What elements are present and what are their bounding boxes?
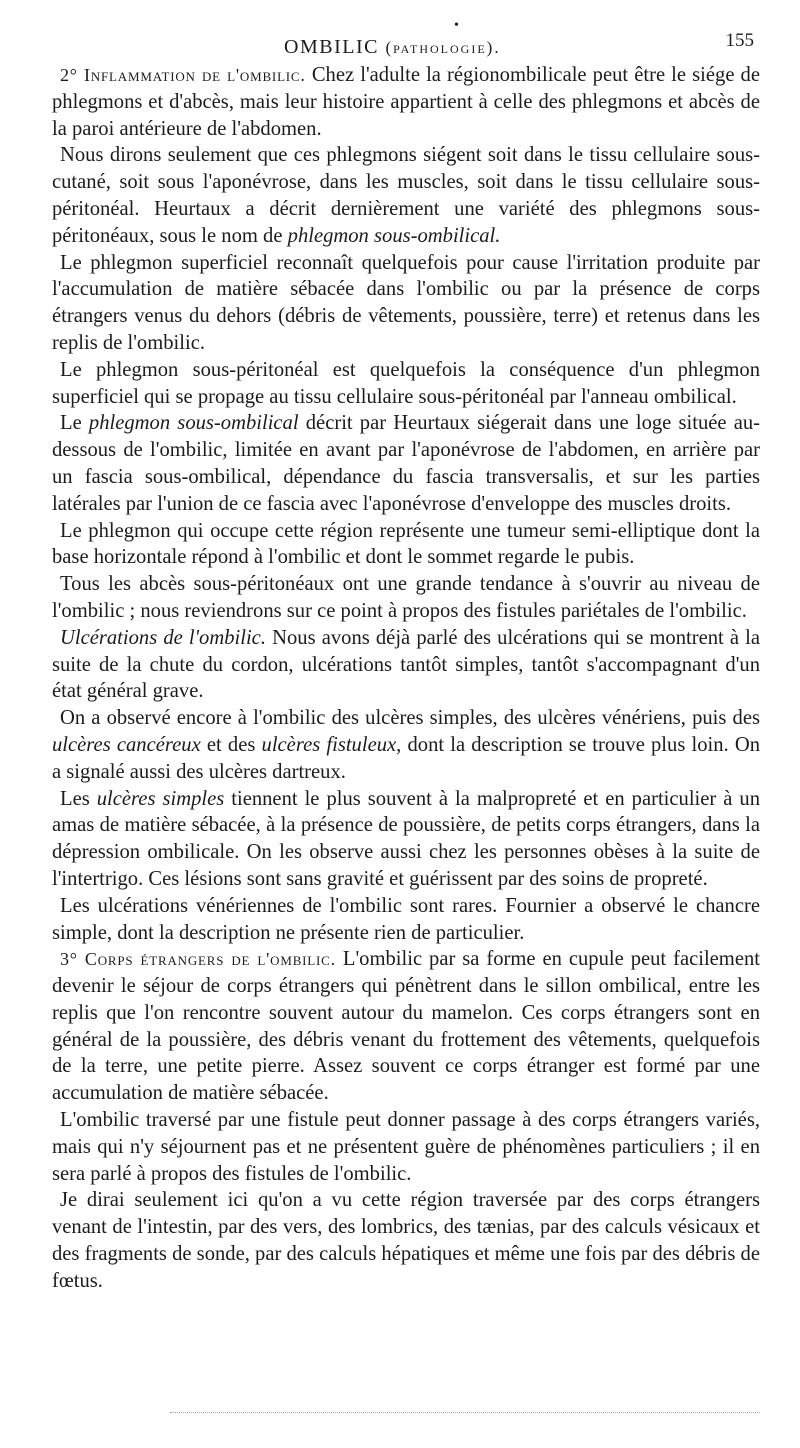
paragraph-corps-etrangers [52, 946, 760, 1107]
paragraph: Le phlegmon qui occupe cette région représente une tumeur semi-elliptique dont la base horizontale répond à l'ombilic et dont le sommet regarde le pubis. [52, 519, 760, 569]
body-text [52, 62, 760, 1295]
paragraph-text: décrit par Heurtaux siégerait dans une loge située au-dessous de l'ombilic, limitée en avant par l'aponévrose de l'abdomen, en arrière par un fascia sous-ombilical, dépendance du fascia transversalis, et sur les parties latérales par l'union de ce fascia avec l'aponévrose d'enveloppe des muscles droits. [52, 412, 760, 515]
paragraph: L'ombilic traversé par une fistule peut donner passage à des corps étrangers variés, mais qui n'y séjournent pas et ne présentent guère de phénomènes particuliers ; il en sera parlé à propos des fistules de l'ombilic. [52, 1109, 760, 1185]
paragraph-text: Nous avons déjà parlé des ulcérations qui se montrent à la suite de la chute du cordon, ulcérations tantôt simples, tantôt s'accompagnant d'un état général grave. [52, 626, 760, 703]
paragraph-text: On a observé encore à l'ombilic des ulcères simples, des ulcères vénériens, puis des [60, 707, 760, 730]
paragraph-ulcerations [52, 625, 760, 705]
print-mark: • [454, 18, 459, 33]
italic-term: ulcères simples [96, 787, 225, 810]
italic-term: ulcères cancéreux [52, 733, 201, 756]
section-heading: 3° Corps étrangers de l'ombilic. [60, 949, 336, 970]
paragraph-text: L'ombilic par sa forme en cupule peut facilement devenir le séjour de corps étrangers qui pénètrent dans le sillon ombilical, entre les replis que l'on rencontre souvent autour du mamelon. Ces corps étrangers sont en général de la poussière, des débris venant du frottement des vêtements, quelquefois de la terre, une petite pierre. Assez souvent ce corps étranger est formé par une accumulation de matière sébacée. [52, 948, 760, 1105]
paragraph [52, 705, 760, 785]
paragraph-text: et des [200, 733, 262, 756]
paragraph-text: tiennent le plus souvent à la malpropreté et en particulier à un amas de matière sébacée, à la présence de poussière, de petits corps étrangers, dans la dépression ombilicale. On les observe aussi chez les personnes obèses à la suite de l'intertrigo. Ces lésions sont sans gravité et guérissent par des soins de propreté. [52, 787, 760, 890]
paragraph [52, 786, 760, 893]
running-title [284, 36, 501, 59]
paragraph-text: Nous dirons seulement que ces phlegmons siégent soit dans le tissu cellulaire sous-cutané, soit sous l'aponévrose, dans les muscles, soit dans le tissu cellulaire sous-péritonéal. Heurtaux a décrit dernièrement une variété des phlegmons sous-péritonéaux, sous le nom de [52, 144, 760, 247]
paragraph [52, 410, 760, 517]
paragraph-text: Chez l'adulte la régionombilicale peut être le siége de phlegmons et d'abcès, mais leur histoire appartient à celle des phlegmons et abcès de la paroi antérieure de l'abdomen. [52, 64, 760, 140]
running-title-sub: (pathologie). [385, 38, 501, 57]
italic-heading: Ulcérations de l'ombilic. [60, 626, 266, 649]
paragraph: Les ulcérations vénériennes de l'ombilic sont rares. Fournier a observé le chancre simple, dont la description ne présente rien de particulier. [52, 894, 760, 944]
paragraph: Le phlegmon sous-péritonéal est quelquefois la conséquence d'un phlegmon superficiel qui se propage au tissu cellulaire sous-péritonéal par l'anneau ombilical. [52, 358, 760, 408]
italic-term: phlegmon sous-ombilical. [287, 224, 501, 247]
paragraph: Je dirai seulement ici qu'on a vu cette région traversée par des corps étrangers venant de l'intestin, par des vers, des lombrics, des tænias, par des calculs vésicaux et des fragments de sonde, par des calculs hépatiques et même une fois par des débris de fœtus. [52, 1189, 760, 1292]
paragraph-inflammation [52, 62, 760, 142]
italic-term: phlegmon sous-ombilical [88, 412, 299, 435]
paragraph-text: Le [60, 412, 89, 435]
footer-rule [170, 1412, 760, 1414]
paragraph: Tous les abcès sous-péritonéaux ont une grande tendance à s'ouvrir au niveau de l'ombilic ; nous reviendrons sur ce point à propos des fistules pariétales de l'ombilic. [52, 573, 760, 622]
running-title-main: OMBILIC [284, 36, 379, 58]
italic-term: ulcères fistuleux, [261, 733, 402, 756]
page-header [52, 18, 760, 62]
paragraph-text: dont la description se trouve plus loin. On a signalé aussi des ulcères dartreux. [52, 733, 761, 783]
paragraph-text: Les [60, 787, 97, 810]
paragraph [52, 142, 760, 249]
section-heading: 2° Inflammation de l'ombilic. [60, 65, 306, 85]
page-number: 155 [725, 30, 754, 51]
paragraph: Le phlegmon superficiel reconnaît quelquefois pour cause l'irritation produite par l'accumulation de matière sébacée dans l'ombilic ou par la présence de corps étrangers venus du dehors (débris de vêtements, poussière, terre) et retenus dans les replis de l'ombilic. [52, 251, 760, 354]
